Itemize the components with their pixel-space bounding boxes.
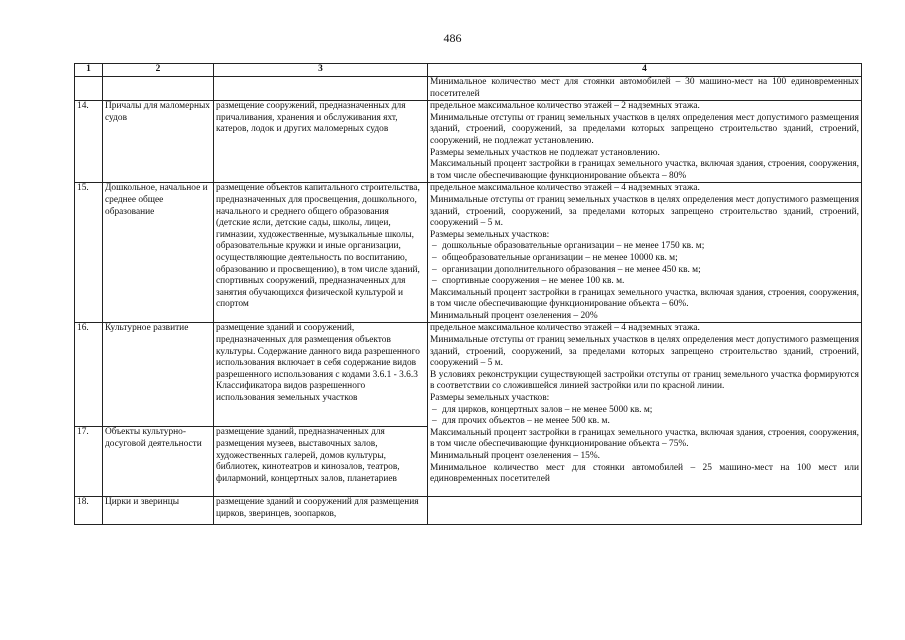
row-number: 15.	[75, 183, 103, 323]
param-text: Минимальный процент озеленения – 15%.	[430, 451, 600, 461]
use-name: Дошкольное, начальное и среднее общее образование	[103, 183, 214, 323]
row-number: 17.	[75, 427, 103, 497]
table-row	[75, 101, 862, 183]
params-cell	[428, 77, 862, 101]
param-text: Размеры земельных участков:	[430, 393, 550, 404]
use-name: Культурное развитие	[103, 323, 214, 427]
params-cell	[428, 497, 862, 525]
use-description: размещение зданий и сооружений для размещения цирков, зверинцев, зоопарков,	[214, 497, 428, 525]
list-item: – спортивные сооружения – не менее 100 кв. м.	[430, 276, 859, 288]
param-text: В условиях реконструкции существующей застройки отступы от границ земельного участка формируются в соответствии со сложившейся линией застройки или по красной линии.	[430, 369, 859, 392]
params-cell	[428, 183, 862, 323]
param-text: Максимальный процент застройки в границах земельного участка, включая здания, строения, сооружения, в том числе обеспечивающие функционирование объекта – 75%.	[430, 427, 859, 450]
params-cell	[428, 323, 862, 497]
column-header: 1	[75, 64, 103, 77]
param-text: Максимальный процент застройки в границах земельного участка, включая здания, строения, сооружения, в том числе обеспечивающие функционирование объекта – 80%	[430, 159, 859, 181]
param-text: Минимальные отступы от границ земельных участков в целях определения мест допустимого размещения зданий, строений, сооружений, за пределами которых запрещено строительство зданий, строений, сооружений – 5 м.	[430, 335, 859, 369]
row-number: 18.	[75, 497, 103, 525]
param-text: Минимальные отступы от границ земельных участков в целях определения мест допустимого размещения зданий, строений, сооружений, за пределами которых запрещено строительство зданий, строений, сооружений – 5 м.	[430, 194, 859, 229]
use-description: размещение зданий и сооружений, предназначенных для размещения объектов культуры. Содержание данного вида разрешенного использования включает в себя содержание видов разрешенного использования с кодами 3.6.1 - 3.6.3 Классификатора видов разрешенного использования земельных участков	[214, 323, 428, 427]
list-item: – организации дополнительного образования – не менее 450 кв. м;	[430, 265, 859, 277]
params-cell	[428, 101, 862, 183]
use-description: размещение зданий, предназначенных для размещения музеев, выставочных залов, художественных галерей, домов культуры, библиотек, кинотеатров и кинозалов, театров, филармоний, концертных залов, планетариев	[214, 427, 428, 497]
use-name: Причалы для маломерных судов	[103, 101, 214, 183]
param-text: предельное максимальное количество этажей – 4 надземных этажа.	[430, 183, 700, 194]
list-item: – для цирков, концертных залов – не менее 5000 кв. м;	[430, 405, 859, 417]
column-header: 4	[428, 64, 862, 77]
param-text: Минимальное количество мест для стоянки автомобилей – 30 машино-мест на 100 единовременных посетителей	[430, 77, 859, 99]
param-text: предельное максимальное количество этажей – 2 надземных этажа.	[430, 101, 700, 112]
param-text: Максимальный процент застройки в границах земельного участка, включая здания, строения, сооружения, в том числе обеспечивающие функционирование объекта – 60%.	[430, 287, 859, 310]
use-description: размещение объектов капитального строительства, предназначенных для просвещения, дошкольного, начального и среднего общего образования (детские ясли, детские сады, школы, лицеи, гимназии, художественные, музыкальные школы, образовательные кружки и иные организации, осуществляющие деятельность по воспитанию, образованию и просвещению), в том числе зданий, спортивных сооружений, предназначенных для занятия обучающихся физической культурой и спортом	[214, 183, 428, 323]
param-text: предельное максимальное количество этажей – 4 надземных этажа.	[430, 323, 700, 334]
param-text: Размеры земельных участков:	[430, 229, 550, 240]
param-text: Минимальные отступы от границ земельных участков в целях определения мест допустимого размещения зданий, строений, сооружений, за пределами которых запрещено строительство зданий, строений, сооружений, не подлежат установлению.	[430, 112, 859, 146]
use-name: Цирки и зверинцы	[103, 497, 214, 525]
table-row	[75, 323, 862, 427]
table-row	[75, 183, 862, 323]
param-text: Размеры земельных участков не подлежат установлению.	[430, 147, 660, 158]
table-header-row	[75, 64, 862, 77]
param-text: Минимальное количество мест для стоянки автомобилей – 25 машино-мест на 100 мест или единовременных посетителей	[430, 462, 859, 485]
param-text: Минимальный процент озеленения – 20%	[430, 310, 598, 321]
use-description: размещение сооружений, предназначенных для причаливания, хранения и обслуживания яхт, катеров, лодок и других маломерных судов	[214, 101, 428, 183]
table-row-continuation	[75, 77, 862, 101]
column-header: 2	[103, 64, 214, 77]
table-row	[75, 497, 862, 525]
use-name: Объекты культурно-досуговой деятельности	[103, 427, 214, 497]
row-number: 16.	[75, 323, 103, 427]
list-item: – дошкольные образовательные организации – не менее 1750 кв. м;	[430, 241, 859, 253]
page-number: 486	[443, 31, 462, 45]
list-item: – общеобразовательные организации – не менее 10000 кв. м;	[430, 253, 859, 265]
row-number: 14.	[75, 101, 103, 183]
column-header: 3	[214, 64, 428, 77]
list-item: – для прочих объектов – не менее 500 кв. м.	[430, 416, 859, 428]
land-use-table	[74, 63, 862, 525]
